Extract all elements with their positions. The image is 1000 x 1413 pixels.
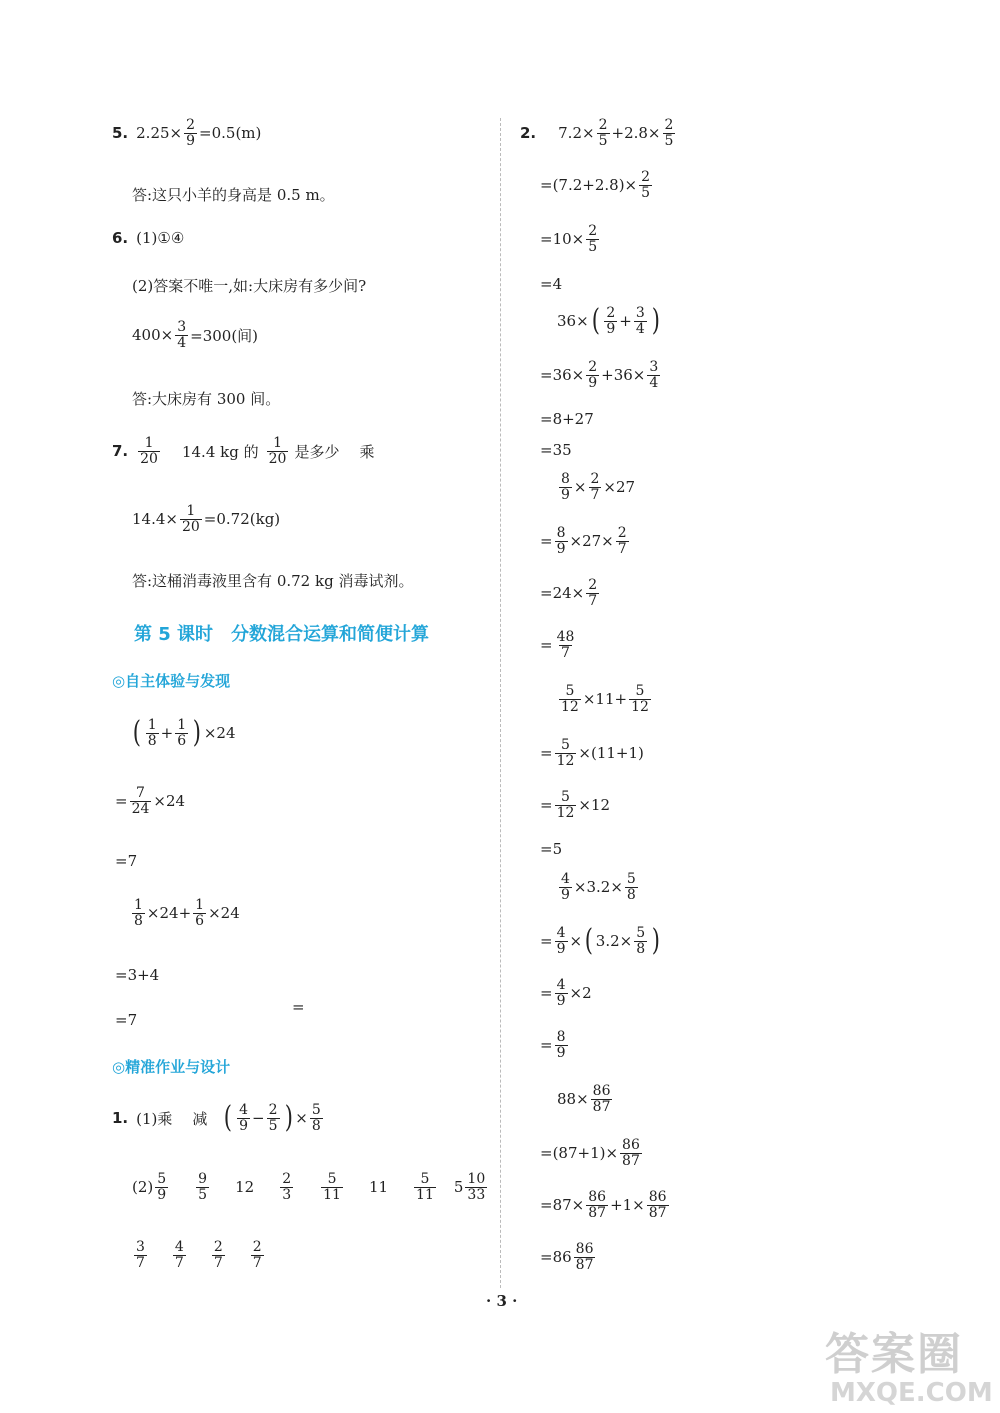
answer-6-part2: (2)答案不唯一,如:大床房有多少间? [132,277,367,295]
homework-1-part2: (2) 5 9 9 5 12 2 3 5 11 11 5 11 5 10 33 [132,1171,486,1203]
fraction: $\frac{2}{7}$ [617,525,627,557]
fraction: 2 9 [606,305,616,337]
calc-step: = $\frac{5}{12}$ ×12 [540,789,611,821]
answer-6-equation: 400× $\frac{3}{4}$ =300(间) [132,319,259,351]
fraction: 5 11 [323,1171,341,1203]
calc-result: =4 [540,275,563,293]
fraction: $\frac{86}{87}$ [648,1189,667,1221]
fraction: $\frac{1}{6}$ [195,897,205,929]
fraction: $\frac{4}{9}$ [556,925,566,957]
calc-result: = $\frac{8}{9}$ [540,1029,566,1061]
fraction: 10 33 [467,1171,486,1203]
fraction: 2 3 [282,1171,292,1203]
homework-2-expression-6: 88× $\frac{86}{87}$ [557,1083,611,1115]
fraction: $\frac{5}{8}$ [311,1102,321,1134]
fraction: 86 87 [575,1241,594,1273]
calc-step: = $\frac{8}{9}$ ×27× $\frac{2}{7}$ [540,525,627,557]
fraction: $\frac{8}{9}$ [556,1029,566,1061]
fraction: 9 5 [198,1171,208,1203]
fraction: 3 7 [136,1239,145,1271]
fraction: 2 7 [252,1239,262,1271]
fraction: $\frac{2}{5}$ [268,1102,278,1134]
calc-step: =(7.2+2.8)× $\frac{2}{5}$ [540,169,651,201]
calc-step: =36× $\frac{2}{9}$ +36× $\frac{3}{4}$ [540,359,659,391]
section-heading-explore: ◎自主体验与发现 [112,672,231,690]
fraction: 1 20 [140,435,158,467]
answer-5-statement: 答:这只小羊的身高是 0.5 m。 [132,186,335,204]
calc-step: = $\frac{4}{9}$ ×2 [540,977,592,1009]
fraction: $\frac{5}{8}$ [626,871,636,903]
lesson-title: 第 5 课时 分数混合运算和简便计算 [134,624,430,645]
calc-step: = $\frac{4}{9}$ × ( 3.2× $\frac{5}{8}$ ) [540,923,661,959]
explore-step-2: =7 [115,852,138,870]
explore-step-1: = $\frac{7}{24}$ ×24 [115,785,186,817]
fraction: 2 7 [213,1239,223,1271]
fraction: $\frac{86}{87}$ [622,1137,640,1169]
fraction: 1 8 [147,717,157,749]
fraction: $\frac{3}{4}$ [649,359,659,391]
calc-step: =87× $\frac{86}{87}$ +1× $\frac{86}{87}$ [540,1189,667,1221]
fraction: 5 11 [416,1171,434,1203]
fraction: $\frac{5}{12}$ [561,683,579,715]
fraction: $\frac{1}{20}$ [181,503,200,535]
homework-2-expression-5: $\frac{4}{9}$ ×3.2× $\frac{5}{8}$ [561,871,636,903]
watermark-url: MXQE.COM [830,1378,993,1408]
homework-1-part1: 1. (1)乘 减 ( 4 9 − $\frac{2}{5}$ ) × $\frac{5}{8}$ [112,1100,321,1136]
homework-2-expression-4: $\frac{5}{12}$ ×11+ $\frac{5}{12}$ [561,683,649,715]
explore-equal-blank: = [292,998,305,1016]
calc-result: =35 [540,441,572,459]
fraction: $\frac{5}{12}$ [556,737,575,769]
answer-6-statement: 答:大床房有 300 间。 [132,390,281,408]
answer-5-equation: 5. 2.25× $\frac{2}{9}$ =0.5(m) [112,117,262,149]
page-number: · 3 · [486,1292,518,1310]
fraction: $\frac{1}{8}$ [134,897,143,929]
fraction: 4 9 [239,1102,249,1134]
fraction: $\frac{4}{9}$ [556,977,566,1009]
answer-7-equation: 14.4× $\frac{1}{20}$ =0.72(kg) [132,503,281,535]
calc-step: =10× $\frac{2}{5}$ [540,223,598,255]
calc-step: =(87+1)× $\frac{86}{87}$ [540,1137,640,1169]
explore-expression-2: $\frac{1}{8}$ ×24+ $\frac{1}{6}$ ×24 [134,897,240,929]
fraction: $\frac{3}{4}$ [635,305,645,337]
calc-result: =5 [540,840,563,858]
fraction: $\frac{86}{87}$ [592,1083,611,1115]
explore-expression: ( 1 8 + $\frac{1}{6}$ ) ×24 [132,715,236,751]
calc-step: =24× $\frac{2}{7}$ [540,577,598,609]
answer-6-part1: 6. (1)①④ [112,229,185,247]
calc-step: = $\frac{5}{12}$ ×(11+1) [540,737,644,769]
fraction: $\frac{3}{4}$ [177,319,187,351]
fraction: 1 20 [268,435,287,467]
fraction: 5 9 [157,1171,167,1203]
fraction: $\frac{1}{6}$ [177,717,187,749]
explore-step-4: =7 [115,1011,138,1029]
fraction: $\frac{48}{7}$ [556,629,575,661]
column-divider [500,118,501,1288]
fraction: $\frac{8}{9}$ [556,525,566,557]
fraction: 4 7 [174,1239,184,1271]
calc-step: =8+27 [540,410,594,428]
fraction: $\frac{5}{12}$ [631,683,649,715]
calc-result: =86 86 87 [540,1241,594,1273]
fraction: $\frac{5}{12}$ [556,789,575,821]
fraction: $\frac{2}{5}$ [664,117,674,149]
homework-2-expression-1: 2. 7.2× $\frac{2}{5}$ +2.8× $\frac{2}{5}$ [520,117,674,149]
fraction: $\frac{4}{9}$ [561,871,570,903]
section-heading-homework: ◎精准作业与设计 [112,1058,231,1076]
fraction: $\frac{5}{8}$ [636,925,646,957]
homework-2-expression-3: $\frac{8}{9}$ × $\frac{2}{7}$ ×27 [561,471,636,503]
fraction: $\frac{2}{7}$ [590,471,600,503]
fraction: $\frac{86}{87}$ [588,1189,607,1221]
answer-7-blanks: 7. 1 20 14.4 kg 的 1 20 是多少 乘 [112,435,375,467]
fraction: $\frac{8}{9}$ [561,471,570,503]
homework-2-expression-2: 36× ( 2 9 + $\frac{3}{4}$ ) [557,303,660,339]
fraction: $\frac{7}{24}$ [131,785,150,817]
fraction: $\frac{2}{7}$ [588,577,598,609]
fraction: $\frac{2}{5}$ [598,117,608,149]
answer-7-statement: 答:这桶消毒液里含有 0.72 kg 消毒试剂。 [132,572,414,590]
homework-1-part3 [132,1240,266,1270]
calc-result: = $\frac{48}{7}$ [540,629,575,661]
fraction: $\frac{2}{9}$ [588,359,598,391]
fraction: $\frac{2}{9}$ [186,117,196,149]
explore-step-3: =3+4 [115,966,160,984]
watermark-logo: 答案圈 [825,1329,963,1380]
fraction: $\frac{2}{5}$ [588,223,598,255]
fraction: $\frac{2}{5}$ [641,169,651,201]
